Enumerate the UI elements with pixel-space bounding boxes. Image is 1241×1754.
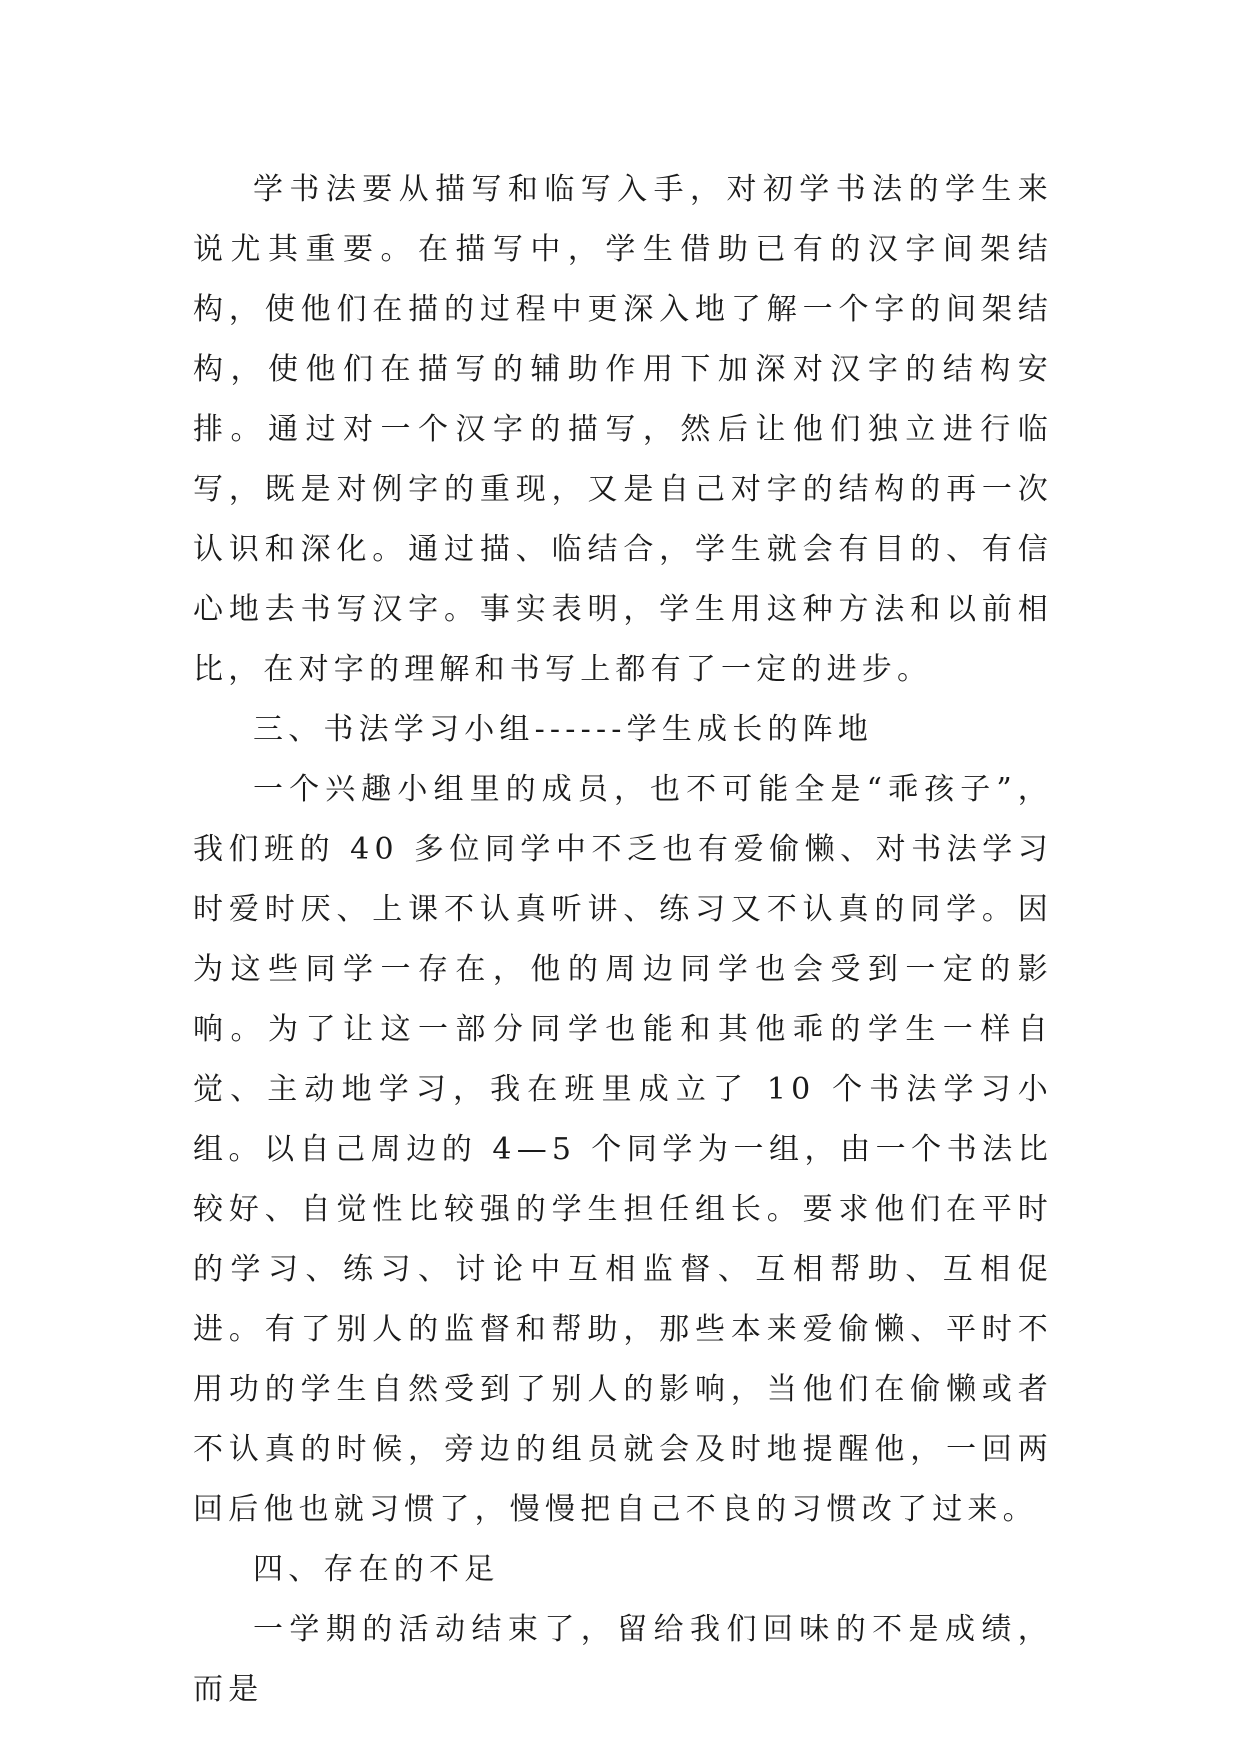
- section-heading-study-groups: 三、书法学习小组------学生成长的阵地: [253, 712, 874, 747]
- document-body: [193, 160, 1053, 1720]
- paragraph-semester-summary: 一学期的活动结束了，留给我们回味的不是成绩，而是: [193, 1612, 1053, 1707]
- paragraph-tracing-copying: 学书法要从描写和临写入手，对初学书法的学生来说尤其重要。在描写中，学生借助已有的汉字间架结构，使他们在描的过程中更深入地了解一个字的间架结构，使他们在描写的辅助作用下加深对汉字的结构安排。通过对一个汉字的描写，然后让他们独立进行临写，既是对例字的重现，又是自己对字的结构的再一次认识和深化。通过描、临结合，学生就会有目的、有信心地去书写汉字。事实表明，学生用这种方法和以前相比，在对字的理解和书写上都有了一定的进步。: [193, 172, 1053, 687]
- section-heading-shortcomings: 四、存在的不足: [253, 1552, 500, 1587]
- paragraph-study-groups: 一个兴趣小组里的成员，也不可能全是“乖孩子”，我们班的 40 多位同学中不乏也有爱偷懒、对书法学习时爱时厌、上课不认真听讲、练习又不认真的同学。因为这些同学一存在，他的周边同学也会受到一定的影响。为了让这一部分同学也能和其他乖的学生一样自觉、主动地学习，我在班里成立了 10 个书法学习小组。以自己周边的 4—5 个同学为一组，由一个书法比较好、自觉性比较强的学生担任组长。要求他们在平时的学习、练习、讨论中互相监督、互相帮助、互相促进。有了别人的监督和帮助，那些本来爱偷懒、平时不用功的学生自然受到了别人的影响，当他们在偷懒或者不认真的时候，旁边的组员就会及时地提醒他，一回两回后他也就习惯了，慢慢把自己不良的习惯改了过来。: [193, 772, 1053, 1527]
